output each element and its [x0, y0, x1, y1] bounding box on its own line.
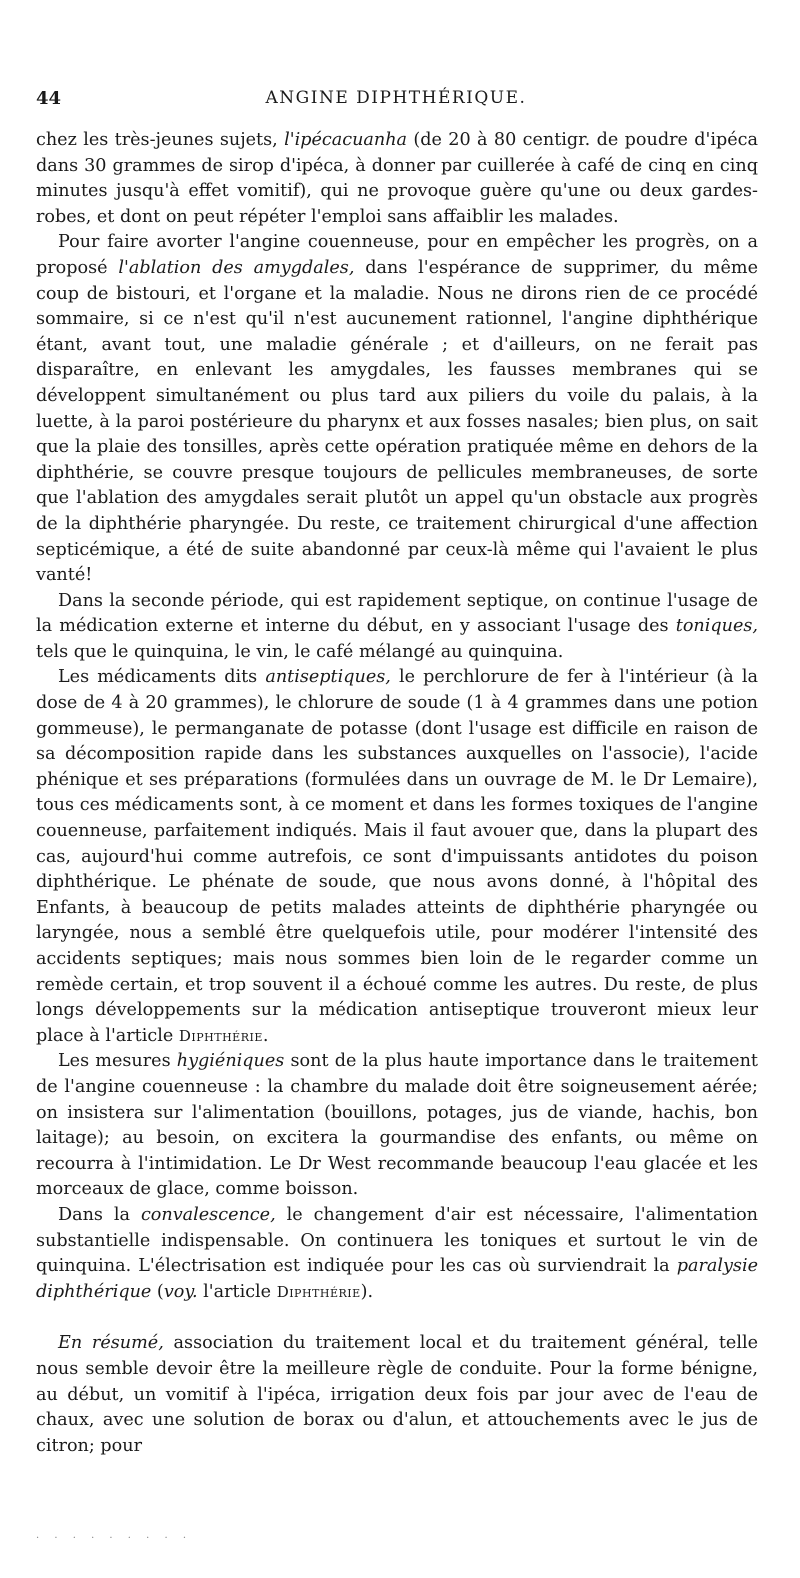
paragraph	[36, 589, 758, 666]
paragraph	[36, 1331, 758, 1459]
paragraph	[36, 230, 758, 588]
paragraph	[36, 128, 758, 230]
italic-text: antiseptiques,	[265, 667, 391, 688]
text-run: l'article	[197, 1281, 277, 1302]
text-run: le changement d'air est nécessaire, l'alimentation substantielle indispensable. On continuera les toniques et surtout le vin de quinquina. L'électrisation est indiquée pour les cas où surviendrait la	[36, 1204, 758, 1277]
footer-decoration: · · · · · · · · ·	[36, 1533, 193, 1544]
text-run: tels que le quinquina, le vin, le café mélangé au quinquina.	[36, 641, 564, 662]
text-run: Dans la seconde période, qui est rapidement septique, on continue l'usage de la médication externe et interne du début, en y associant l'usage des	[36, 590, 758, 637]
text-run: Pour faire avorter l'angine couenneuse, pour en empêcher les progrès, on a proposé	[36, 232, 758, 278]
text-run: (de 20 à 80 centigr. de poudre d'ipéca dans 30 grammes de sirop d'ipéca, à donner par cuillerée à café de cinq en cinq minutes jusqu'à effet vomitif), qui ne provoque guère qu'une ou deux gardes-robes, et dont on peut répéter l'emploi sans affaiblir les malades.	[36, 130, 758, 227]
text-run: (	[151, 1281, 164, 1302]
running-title: ANGINE DIPHTHÉRIQUE.	[265, 88, 527, 108]
text-run: Les mesures	[58, 1051, 177, 1072]
italic-text: l'ablation des amygdales,	[118, 257, 355, 278]
text-run: association du traitement local et du traitement général, telle nous semble devoir être la meilleure règle de conduite. Pour la forme bénigne, au début, un vomitif à l'ipéca, irrigation deux fois par jour avec de l'eau de chaux, avec une solution de borax ou d'alun, et attouchements avec le jus de citron; pour	[36, 1333, 758, 1456]
page-number: 44	[36, 88, 62, 109]
page-header	[36, 88, 756, 118]
body-text	[36, 128, 758, 1459]
italic-text: l'ipécacuanha	[284, 130, 408, 150]
text-run: chez les très-jeunes sujets,	[36, 130, 285, 150]
italic-text: convalescence,	[140, 1204, 276, 1225]
paragraph	[36, 1203, 758, 1305]
text-run: Les médicaments dits	[58, 667, 266, 688]
small-caps-text: Diphthérie	[276, 1282, 361, 1301]
italic-text: voy.	[163, 1281, 198, 1302]
italic-text: hygiéniques	[176, 1051, 285, 1072]
paragraph	[36, 1049, 758, 1203]
text-run: .	[262, 1025, 269, 1046]
text-run: le perchlorure de fer à l'intérieur (à la dose de 4 à 20 grammes), le chlorure de soude (1 à 4 grammes dans une potion gommeuse), le permanganate de potasse (dont l'usage est difficile en raison de sa décomposition rapide dans les substances auxquelles on l'associe), l'acide phénique et ses préparations (formulées dans un ouvrage de M. le Dr Lemaire), tous ces médicaments sont, à ce moment et dans les formes toxiques de l'angine couenneuse, parfaitement indiqués. Mais il faut avouer que, dans la plupart des cas, aujourd'hui comme autrefois, ce sont d'impuissants antidotes du poison diphthérique. Le phénate de soude, que nous avons donné, à l'hôpital des Enfants, à beaucoup de petits malades atteints de diphthérie pharyngée ou laryngée, nous a semblé être quelquefois utile, pour modérer l'intensité des accidents septiques; mais nous sommes bien loin de le regarder comme un remède certain, et trop souvent il a échoué comme les autres. Du reste, de plus longs développements sur la médication antiseptique trouveront mieux leur place à l'article	[36, 667, 758, 1046]
italic-text: paralysie diphthérique	[36, 1256, 758, 1302]
italic-text: toniques,	[675, 616, 758, 637]
paragraph	[36, 665, 758, 1049]
text-run: ).	[360, 1281, 374, 1302]
text-run: Dans la	[58, 1204, 141, 1225]
text-run: dans l'espérance de supprimer, du même coup de bistouri, et l'organe et la maladie. Nous ne dirons rien de ce procédé sommaire, si ce n'est qu'il n'est aucunement rationnel, l'angine diphthérique étant, avant tout, une maladie générale ; et d'ailleurs, on ne ferait pas disparaître, en enlevant les amygdales, les fausses membranes qui se développent simultanément ou plus tard aux piliers du voile du palais, à la luette, à la paroi postérieure du pharynx et aux fosses nasales; bien plus, on sait que la plaie des tonsilles, après cette opération pratiquée même en dehors de la diphthérie, se couvre presque toujours de pellicules membraneuses, de sorte que l'ablation des amygdales serait plutôt un appel qu'un obstacle aux progrès de la diphthérie pharyngée. Du reste, ce traitement chirurgical d'une affection septicémique, a été de suite abandonné par ceux-là même qui l'avaient le plus vanté!	[36, 257, 758, 586]
italic-text: En résumé,	[58, 1333, 164, 1354]
text-run: sont de la plus haute importance dans le traitement de l'angine couenneuse : la chambre du malade doit être soigneusement aérée; on insistera sur l'alimentation (bouillons, potages, jus de viande, hachis, bon laitage); au besoin, on excitera la gourmandise des enfants, ou même on recourra à l'intimidation. Le Dr West recommande beaucoup l'eau glacée et les morceaux de glace, comme boisson.	[36, 1051, 758, 1200]
small-caps-text: Diphthérie	[178, 1026, 263, 1045]
